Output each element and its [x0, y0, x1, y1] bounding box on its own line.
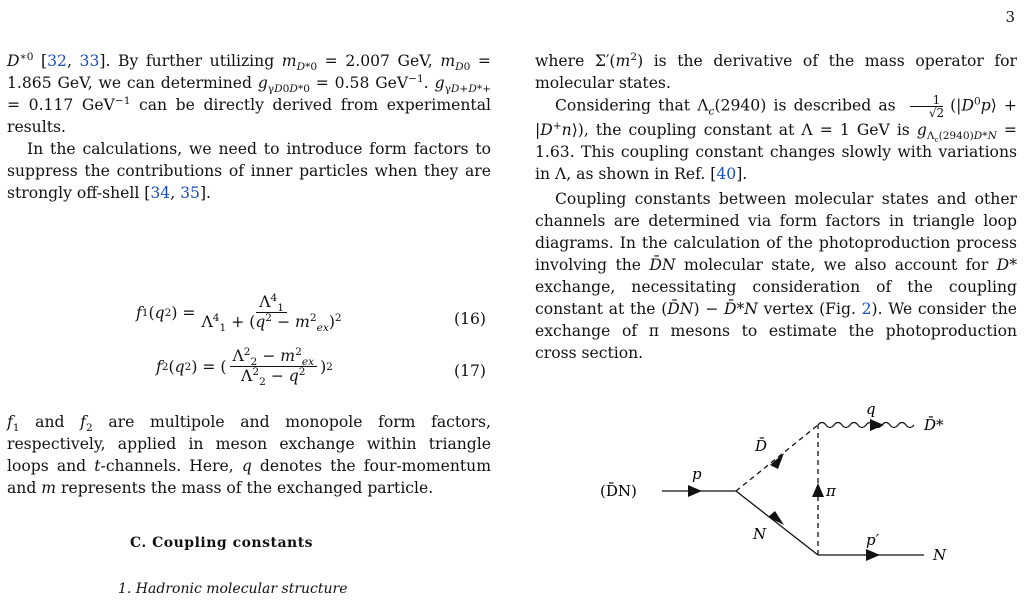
arrow-icon — [870, 419, 884, 431]
dbar-line — [736, 425, 818, 491]
page-number: 3 — [1005, 8, 1015, 26]
equation-16: f 1 ( q 2 ) = $\frac{\Lambda^4_1}{\Lambda^4_1 + (q^2 - m^2_{ex})^2}$ — [136, 291, 342, 335]
dbar-label: D̄ — [755, 437, 768, 455]
paragraph-form-factor-description: $f_1$ and $f_2$ are multipole and monopole form factors, respectively, applied in meson exchange within triangle loops and t-channels. Here, q denotes the four-momentum and m represents the mass of the exchanged particle. — [7, 413, 492, 497]
p-label: p — [692, 465, 702, 483]
n-line — [736, 491, 818, 555]
citation-link: 33 — [79, 52, 100, 70]
q-label: q — [866, 400, 876, 418]
left-column-lower — [7, 411, 491, 499]
pprime-label: p′ — [866, 531, 880, 549]
paragraph-coupling-lambda: Considering that $\Lambda_c(2940)$ is described as $\frac{1}{√2}$ ($|D^0p⟩$ + |D+n⟩), the coupling constant at Λ = 1 GeV is $g_{\Lambda_c(2940)D*N} = 1.63$. This coupling constant changes slowly with variations in Λ, as shown in Ref. [40]. — [535, 93, 1017, 183]
left-column — [7, 50, 491, 204]
citation-link[interactable]: 40 — [716, 165, 737, 183]
feynman-diagram — [590, 399, 1020, 589]
equation-17: f 2 ( q 2 ) = ( $\frac{\Lambda^2_2 - m^2_{ex}}{\Lambda^2_2 - q^2}$ ) 2 — [156, 345, 333, 389]
paragraph-form-factors: In the calculations, we need to introduce form factors to suppress the contributions of inner particles when they are strongly off-shell [34, 35]. — [7, 140, 491, 202]
right-column — [535, 50, 1017, 364]
citation-link[interactable]: 34 — [150, 184, 171, 202]
n-label: N — [753, 525, 767, 543]
paragraph-mass-couplings: $D^{∗0}$ [32, 33]. By further utilizing $m_{D*0} = 2.007$ GeV, $m_{D0} = 1.865$ GeV, we can determined $g_{\gamma D0D*0} = 0.58$ GeV$^{-1}$. $g_{\gamma D+D*+} = 0.117$ GeV$^{-1}$ can be directly derived from experimental results. — [7, 50, 492, 136]
arrow-icon — [688, 485, 702, 497]
citation-link[interactable]: 35 — [180, 184, 200, 202]
citation-link: 32 — [47, 52, 67, 70]
dstar-label: D̄* — [924, 416, 944, 434]
citation-link[interactable]: 2 — [861, 300, 872, 318]
subsection-heading: 1. Hadronic molecular structure — [118, 581, 348, 597]
arrow-icon — [866, 549, 880, 561]
paragraph-triangle-loops: Coupling constants between molecular states and other channels are determined via form factors in triangle loop diagrams. In the calculation of the photoproduction process involving the D̄N molecular state, we also account for D* exchange, necessitating consideration of the coupling constant at the (D̄N) − D̄*N vertex (Fig. 2). We consider the exchange of π mesons to estimate the photoproduction cross section. — [535, 190, 1017, 362]
arrow-icon — [770, 453, 784, 469]
equation-number: (16) — [454, 310, 487, 328]
section-heading: C. Coupling constants — [130, 535, 314, 551]
incoming-label: (D̄N) — [600, 482, 637, 500]
equation-number: (17) — [454, 362, 487, 380]
arrow-icon — [812, 483, 824, 497]
pi-label: π — [826, 482, 836, 500]
paragraph-mass-operator: where $\Sigma'(m^2)$ is the derivative of the mass operator for molecular states. — [535, 50, 1017, 92]
nout-label: N — [933, 546, 947, 564]
photon-line — [818, 423, 914, 428]
